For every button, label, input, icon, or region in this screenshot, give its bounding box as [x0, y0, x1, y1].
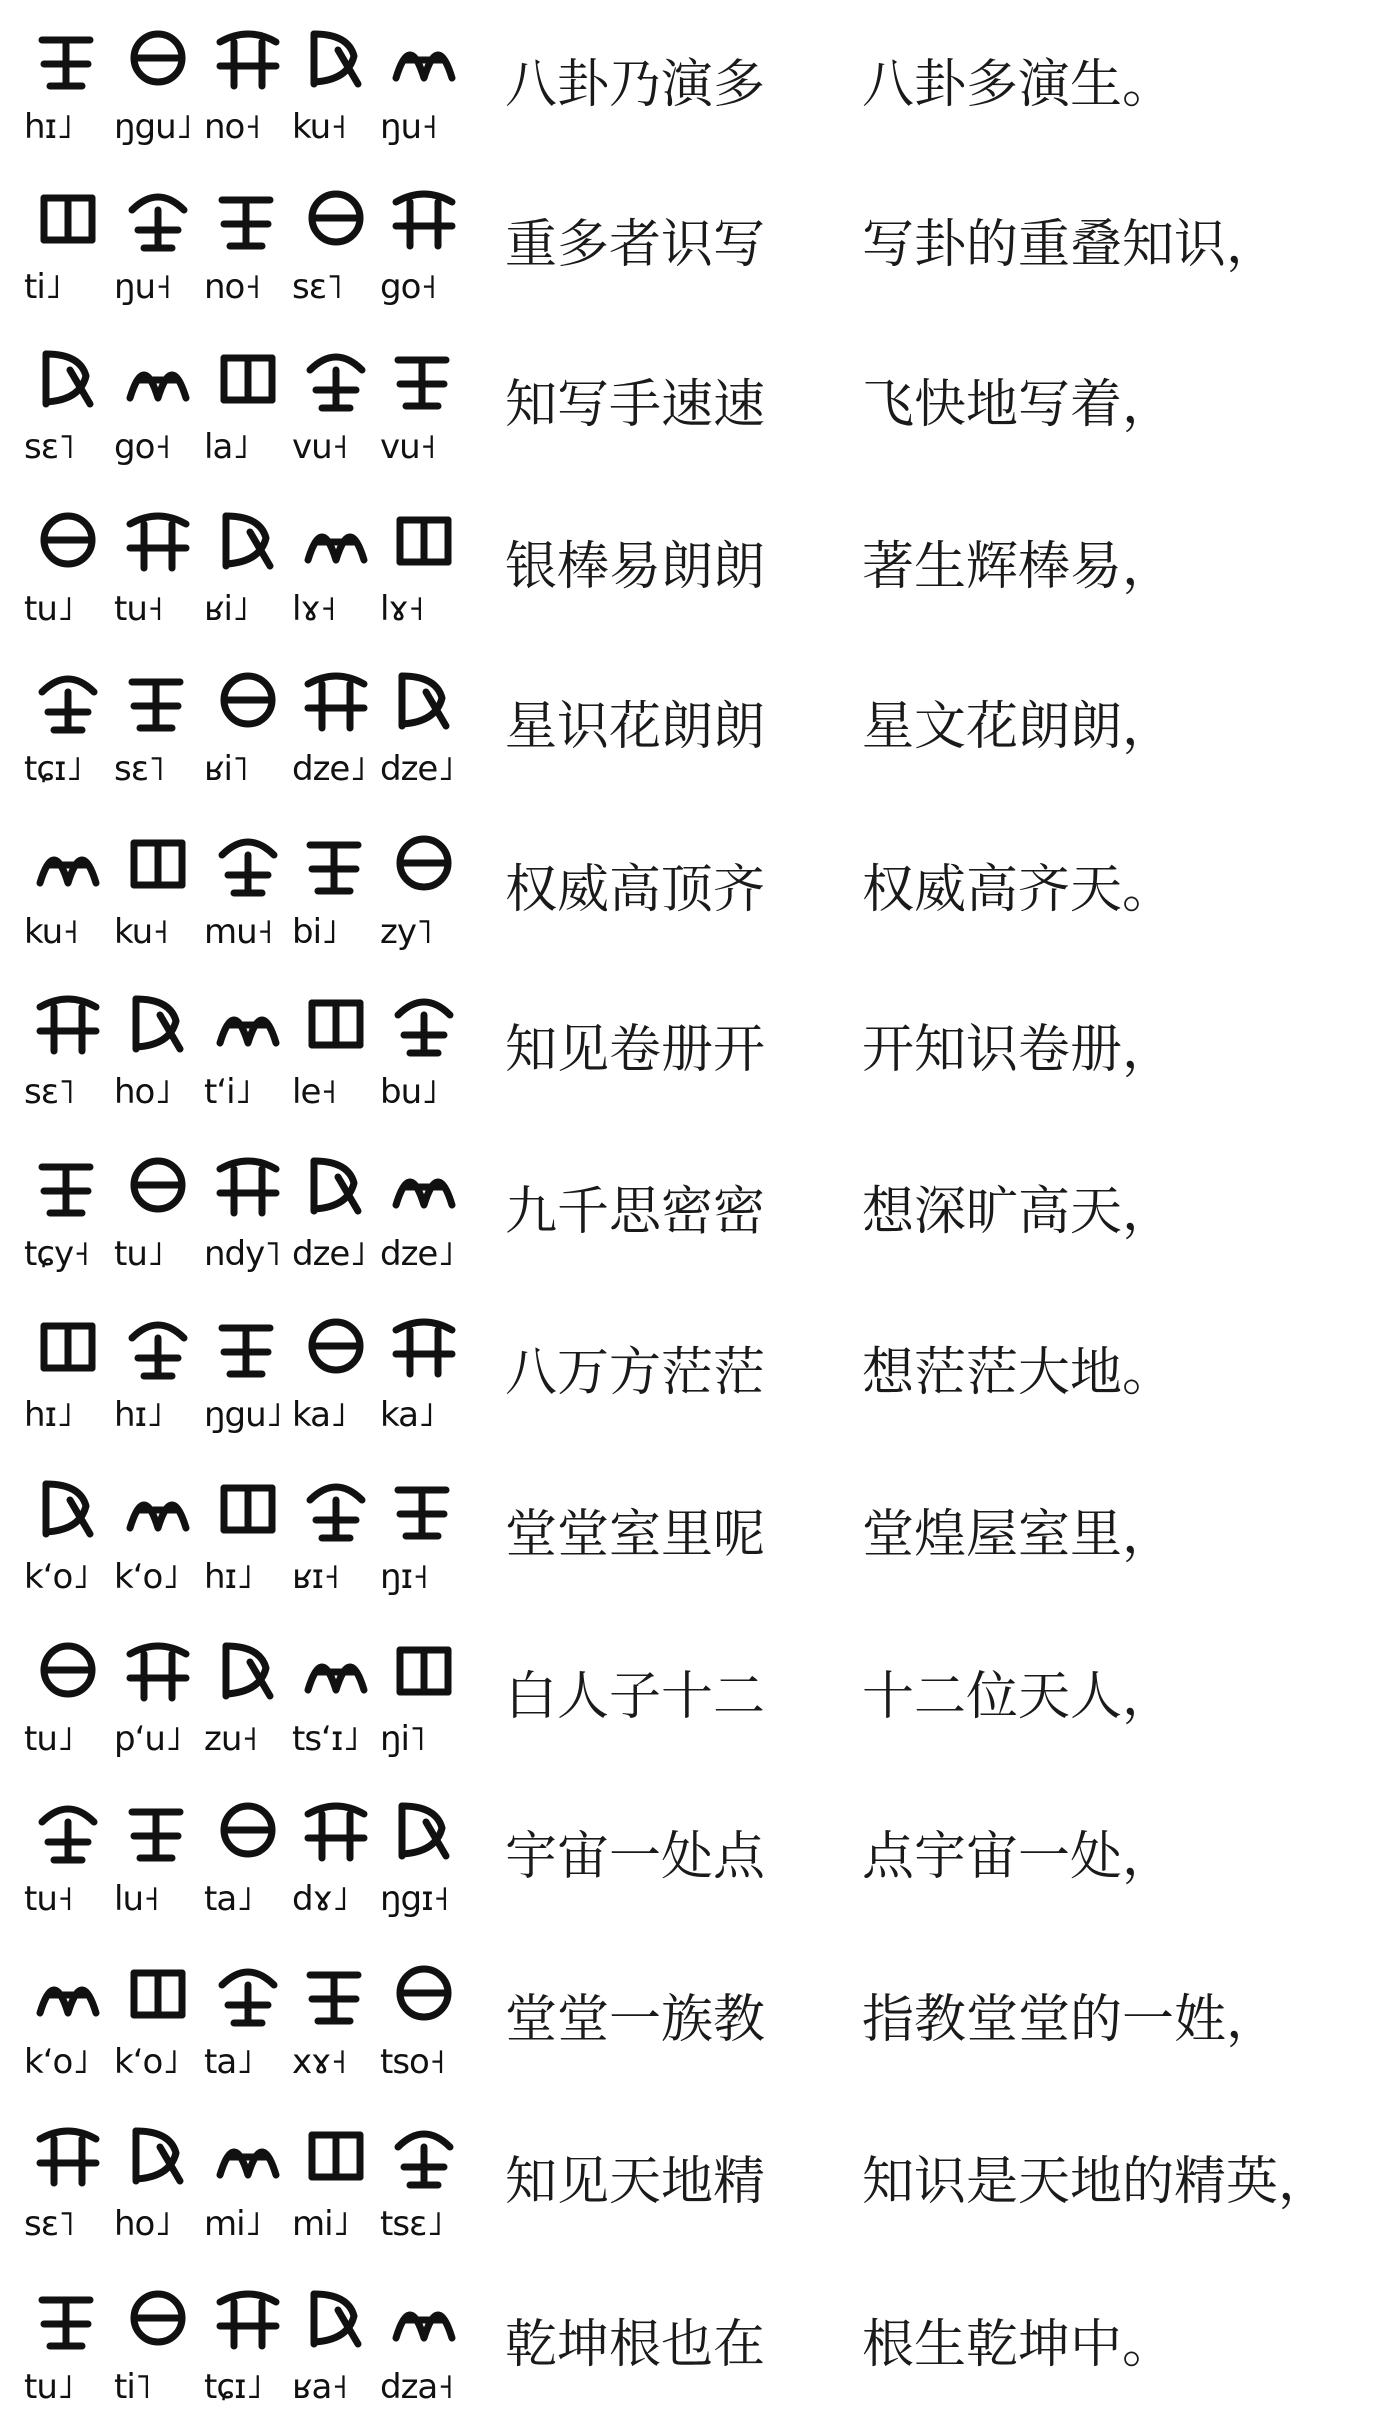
free-translation: 根生乾坤中。	[862, 2315, 1175, 2375]
script-glyph-icon	[210, 2117, 286, 2193]
script-column	[24, 176, 464, 326]
phonetic-reading: ho˩	[114, 2204, 171, 2244]
phonetic-reading: no˧	[204, 107, 261, 147]
script-glyph-icon	[386, 985, 462, 1061]
script-glyph-icon	[30, 1308, 106, 1384]
script-glyph-icon	[298, 1792, 374, 1868]
phonetic-reading: tɕɪ˩	[24, 749, 82, 789]
script-glyph-icon	[30, 180, 106, 256]
glyph-cell	[292, 2113, 380, 2263]
phonetic-reading: sɛ˥	[114, 749, 164, 789]
verse-row	[0, 2270, 1379, 2429]
glyph-cell	[380, 1466, 468, 1616]
literal-translation: 知写手速速	[505, 375, 766, 435]
script-glyph-icon	[210, 825, 286, 901]
free-translation: 权威高齐天。	[862, 860, 1175, 920]
glyph-cell	[204, 176, 292, 326]
verse-row	[0, 10, 1379, 169]
script-glyph-icon	[386, 502, 462, 578]
phonetic-reading: hɪ˩	[24, 1395, 72, 1435]
glyph-cell	[24, 16, 112, 166]
script-column	[24, 498, 464, 648]
verse-row	[0, 1622, 1379, 1781]
phonetic-reading: tsʻɪ˩	[292, 1719, 359, 1759]
script-glyph-icon	[30, 1470, 106, 1546]
literal-translation: 八卦乃演多	[505, 55, 766, 115]
glyph-cell	[114, 16, 202, 166]
glyph-cell	[114, 176, 202, 326]
phonetic-reading: ŋgu˩	[114, 107, 192, 147]
glyph-cell	[380, 1143, 468, 1293]
script-glyph-icon	[120, 985, 196, 1061]
phonetic-reading: dɤ˩	[292, 1879, 348, 1919]
script-glyph-icon	[298, 1632, 374, 1708]
script-glyph-icon	[120, 1147, 196, 1223]
glyph-cell	[24, 1951, 112, 2101]
glyph-cell	[292, 16, 380, 166]
glyph-cell	[292, 821, 380, 971]
glyph-cell	[380, 498, 468, 648]
script-glyph-icon	[120, 1308, 196, 1384]
literal-translation: 八万方茫茫	[505, 1343, 766, 1403]
phonetic-reading: sɛ˥	[24, 427, 74, 467]
glyph-cell	[292, 1304, 380, 1454]
script-glyph-icon	[30, 502, 106, 578]
glyph-cell	[292, 2276, 380, 2426]
phonetic-reading: vu˧	[380, 427, 436, 467]
literal-translation: 乾坤根也在	[505, 2315, 766, 2375]
verse-row	[0, 1945, 1379, 2104]
glyph-cell	[114, 1628, 202, 1778]
literal-translation: 宇宙一处点	[505, 1827, 766, 1887]
phonetic-reading: ʁi˩	[204, 589, 248, 629]
phonetic-reading: dze˩	[380, 749, 454, 789]
glyph-cell	[204, 1143, 292, 1293]
script-glyph-icon	[120, 825, 196, 901]
phonetic-reading: tu˧	[114, 589, 163, 629]
phonetic-reading: lɤ˧	[380, 589, 424, 629]
glyph-cell	[292, 1951, 380, 2101]
glyph-cell	[380, 658, 468, 808]
verse-row	[0, 1460, 1379, 1619]
glyph-cell	[24, 658, 112, 808]
glyph-cell	[114, 336, 202, 486]
phonetic-reading: ku˧	[292, 107, 346, 147]
script-glyph-icon	[298, 20, 374, 96]
script-column	[24, 821, 464, 971]
literal-translation: 知见天地精	[505, 2152, 766, 2212]
phonetic-reading: lɤ˧	[292, 589, 336, 629]
phonetic-reading: kʻo˩	[114, 2042, 179, 2082]
free-translation: 想深旷高天，	[862, 1182, 1175, 1242]
script-glyph-icon	[298, 502, 374, 578]
literal-translation: 银棒易朗朗	[505, 537, 766, 597]
literal-translation: 九千思密密	[505, 1182, 766, 1242]
script-glyph-icon	[120, 340, 196, 416]
glyph-cell	[292, 1466, 380, 1616]
literal-translation: 堂堂室里呢	[505, 1505, 766, 1565]
verse-row	[0, 2107, 1379, 2266]
free-translation: 写卦的重叠知识，	[862, 215, 1279, 275]
glyph-cell	[204, 2276, 292, 2426]
script-glyph-icon	[386, 825, 462, 901]
phonetic-reading: vu˧	[292, 427, 348, 467]
script-glyph-icon	[386, 662, 462, 738]
free-translation: 星文花朗朗，	[862, 697, 1175, 757]
script-glyph-icon	[386, 1955, 462, 2031]
glyph-cell	[380, 1951, 468, 2101]
script-glyph-icon	[386, 20, 462, 96]
script-glyph-icon	[210, 985, 286, 1061]
glyph-cell	[380, 1304, 468, 1454]
phonetic-reading: kʻo˩	[24, 1557, 89, 1597]
glyph-cell	[380, 2113, 468, 2263]
glyph-cell	[380, 2276, 468, 2426]
script-glyph-icon	[120, 2280, 196, 2356]
script-column	[24, 2276, 464, 2426]
script-glyph-icon	[386, 1792, 462, 1868]
script-glyph-icon	[30, 340, 106, 416]
script-glyph-icon	[386, 2117, 462, 2193]
script-glyph-icon	[120, 2117, 196, 2193]
script-column	[24, 16, 464, 166]
script-glyph-icon	[120, 1955, 196, 2031]
glyph-cell	[24, 498, 112, 648]
script-glyph-icon	[386, 1308, 462, 1384]
script-glyph-icon	[30, 1632, 106, 1708]
phonetic-reading: bi˩	[292, 912, 337, 952]
literal-translation: 知见卷册开	[505, 1020, 766, 1080]
free-translation: 著生辉棒易，	[862, 537, 1175, 597]
phonetic-reading: xɤ˧	[292, 2042, 347, 2082]
phonetic-reading: zu˧	[204, 1719, 258, 1759]
script-glyph-icon	[386, 340, 462, 416]
script-glyph-icon	[298, 2280, 374, 2356]
glyph-cell	[114, 2276, 202, 2426]
verse-row	[0, 492, 1379, 651]
glyph-cell	[114, 1951, 202, 2101]
phonetic-reading: hɪ˩	[114, 1395, 162, 1435]
glyph-cell	[24, 1788, 112, 1938]
script-glyph-icon	[298, 985, 374, 1061]
glyph-cell	[24, 981, 112, 1131]
phonetic-reading: tu˩	[24, 589, 73, 629]
phonetic-reading: ndy˥	[204, 1234, 281, 1274]
phonetic-reading: mi˩	[204, 2204, 261, 2244]
free-translation: 飞快地写着，	[862, 375, 1175, 435]
script-glyph-icon	[210, 1308, 286, 1384]
script-glyph-icon	[210, 180, 286, 256]
verse-row	[0, 170, 1379, 329]
glyph-cell	[114, 1304, 202, 1454]
script-column	[24, 1143, 464, 1293]
verse-row	[0, 815, 1379, 974]
glyph-cell	[24, 1143, 112, 1293]
script-glyph-icon	[120, 1470, 196, 1546]
script-column	[24, 2113, 464, 2263]
glyph-cell	[114, 1466, 202, 1616]
script-glyph-icon	[386, 1147, 462, 1223]
script-glyph-icon	[298, 2117, 374, 2193]
script-glyph-icon	[210, 662, 286, 738]
glyph-cell	[114, 981, 202, 1131]
script-glyph-icon	[210, 502, 286, 578]
phonetic-reading: dze˩	[292, 1234, 366, 1274]
script-glyph-icon	[210, 1792, 286, 1868]
glyph-cell	[292, 1628, 380, 1778]
glyph-cell	[204, 1788, 292, 1938]
glyph-cell	[380, 821, 468, 971]
glyph-cell	[24, 2276, 112, 2426]
free-translation: 开知识卷册，	[862, 1020, 1175, 1080]
glyph-cell	[114, 498, 202, 648]
script-glyph-icon	[210, 340, 286, 416]
glyph-cell	[24, 1466, 112, 1616]
script-glyph-icon	[30, 2117, 106, 2193]
phonetic-reading: le˧	[292, 1072, 337, 1112]
phonetic-reading: hɪ˩	[204, 1557, 252, 1597]
phonetic-reading: ŋu˧	[380, 107, 437, 147]
glyph-cell	[24, 176, 112, 326]
glyph-cell	[380, 1788, 468, 1938]
script-glyph-icon	[30, 2280, 106, 2356]
script-glyph-icon	[30, 825, 106, 901]
phonetic-reading: tu˩	[114, 1234, 163, 1274]
glyph-cell	[204, 336, 292, 486]
glyph-cell	[204, 1628, 292, 1778]
phonetic-reading: go˧	[114, 427, 171, 467]
script-glyph-icon	[298, 1308, 374, 1384]
script-column	[24, 981, 464, 1131]
script-glyph-icon	[210, 1955, 286, 2031]
phonetic-reading: tu˩	[24, 2367, 73, 2407]
phonetic-reading: bu˩	[380, 1072, 437, 1112]
script-glyph-icon	[30, 985, 106, 1061]
phonetic-reading: tɕy˧	[24, 1234, 89, 1274]
glyph-cell	[114, 1788, 202, 1938]
script-glyph-icon	[210, 1470, 286, 1546]
glyph-cell	[114, 821, 202, 971]
glyph-cell	[204, 981, 292, 1131]
phonetic-reading: pʻu˩	[114, 1719, 181, 1759]
phonetic-reading: hɪ˩	[24, 107, 72, 147]
glyph-cell	[204, 2113, 292, 2263]
script-glyph-icon	[210, 1632, 286, 1708]
glyph-cell	[204, 658, 292, 808]
script-glyph-icon	[30, 1147, 106, 1223]
phonetic-reading: ʁɪ˧	[292, 1557, 339, 1597]
script-column	[24, 1466, 464, 1616]
script-glyph-icon	[120, 1632, 196, 1708]
literal-translation: 白人子十二	[505, 1667, 766, 1727]
script-glyph-icon	[298, 180, 374, 256]
glyph-cell	[114, 2113, 202, 2263]
glyph-cell	[204, 16, 292, 166]
script-glyph-icon	[386, 1632, 462, 1708]
phonetic-reading: tʻi˩	[204, 1072, 251, 1112]
glyph-cell	[204, 498, 292, 648]
script-glyph-icon	[298, 340, 374, 416]
glyph-cell	[24, 336, 112, 486]
script-glyph-icon	[120, 1792, 196, 1868]
phonetic-reading: kʻo˩	[24, 2042, 89, 2082]
phonetic-reading: ta˩	[204, 1879, 252, 1919]
phonetic-reading: ŋi˥	[380, 1719, 425, 1759]
script-column	[24, 336, 464, 486]
phonetic-reading: ŋɪ˧	[380, 1557, 428, 1597]
literal-translation: 星识花朗朗	[505, 697, 766, 757]
glyph-cell	[114, 1143, 202, 1293]
glyph-cell	[24, 2113, 112, 2263]
verse-row	[0, 1137, 1379, 1296]
literal-translation: 堂堂一族教	[505, 1990, 766, 2050]
free-translation: 指教堂堂的一姓，	[862, 1990, 1279, 2050]
script-glyph-icon	[120, 662, 196, 738]
phonetic-reading: ka˩	[292, 1395, 346, 1435]
phonetic-reading: mi˩	[292, 2204, 349, 2244]
verse-row	[0, 1782, 1379, 1941]
phonetic-reading: kʻo˩	[114, 1557, 179, 1597]
script-glyph-icon	[210, 20, 286, 96]
phonetic-reading: sɛ˥	[24, 2204, 74, 2244]
free-translation: 八卦多演生。	[862, 55, 1175, 115]
glyph-cell	[24, 1628, 112, 1778]
script-glyph-icon	[298, 1147, 374, 1223]
script-glyph-icon	[298, 1955, 374, 2031]
phonetic-reading: go˧	[380, 267, 437, 307]
script-column	[24, 1788, 464, 1938]
phonetic-reading: tso˧	[380, 2042, 445, 2082]
script-glyph-icon	[30, 1955, 106, 2031]
phonetic-reading: ka˩	[380, 1395, 434, 1435]
script-glyph-icon	[120, 502, 196, 578]
phonetic-reading: sɛ˥	[292, 267, 342, 307]
glyph-cell	[24, 1304, 112, 1454]
glyph-cell	[292, 981, 380, 1131]
phonetic-reading: la˩	[204, 427, 249, 467]
script-glyph-icon	[30, 662, 106, 738]
script-glyph-icon	[298, 662, 374, 738]
phonetic-reading: tu˩	[24, 1719, 73, 1759]
phonetic-reading: tɕɪ˩	[204, 2367, 262, 2407]
script-glyph-icon	[30, 20, 106, 96]
glyph-cell	[292, 1788, 380, 1938]
phonetic-reading: ti˥	[114, 2367, 151, 2407]
glyph-cell	[292, 336, 380, 486]
phonetic-reading: no˧	[204, 267, 261, 307]
phonetic-reading: ŋgɪ˧	[380, 1879, 449, 1919]
script-glyph-icon	[386, 2280, 462, 2356]
phonetic-reading: ʁa˧	[292, 2367, 348, 2407]
glyph-cell	[380, 176, 468, 326]
free-translation: 点宇宙一处，	[862, 1827, 1175, 1887]
verse-row	[0, 975, 1379, 1134]
glyph-cell	[204, 1951, 292, 2101]
phonetic-reading: dze˩	[380, 1234, 454, 1274]
glyph-cell	[204, 1466, 292, 1616]
phonetic-reading: sɛ˥	[24, 1072, 74, 1112]
free-translation: 十二位天人，	[862, 1667, 1175, 1727]
verse-row	[0, 1298, 1379, 1457]
literal-translation: 重多者识写	[505, 215, 766, 275]
phonetic-reading: dze˩	[292, 749, 366, 789]
phonetic-reading: ku˧	[114, 912, 168, 952]
glyph-cell	[204, 821, 292, 971]
phonetic-reading: mu˧	[204, 912, 273, 952]
glyph-cell	[292, 176, 380, 326]
phonetic-reading: ta˩	[204, 2042, 252, 2082]
glyph-cell	[380, 981, 468, 1131]
phonetic-reading: ŋgu˩	[204, 1395, 282, 1435]
script-glyph-icon	[210, 1147, 286, 1223]
literal-translation: 权威高顶齐	[505, 860, 766, 920]
phonetic-reading: tsɛ˩	[380, 2204, 443, 2244]
glyph-cell	[380, 1628, 468, 1778]
glyph-cell	[292, 658, 380, 808]
script-column	[24, 1628, 464, 1778]
phonetic-reading: ho˩	[114, 1072, 171, 1112]
glyph-cell	[380, 16, 468, 166]
phonetic-reading: dza˧	[380, 2367, 454, 2407]
script-column	[24, 1304, 464, 1454]
phonetic-reading: ku˧	[24, 912, 78, 952]
script-glyph-icon	[210, 2280, 286, 2356]
script-glyph-icon	[298, 1470, 374, 1546]
script-column	[24, 658, 464, 808]
phonetic-reading: lu˧	[114, 1879, 159, 1919]
phonetic-reading: ʁi˥	[204, 749, 248, 789]
free-translation: 知识是天地的精英，	[862, 2152, 1331, 2212]
glyph-cell	[292, 1143, 380, 1293]
phonetic-reading: ŋu˧	[114, 267, 171, 307]
free-translation: 想茫茫大地。	[862, 1343, 1175, 1403]
glyph-cell	[380, 336, 468, 486]
glyph-cell	[204, 1304, 292, 1454]
phonetic-reading: zy˥	[380, 912, 432, 952]
glyph-cell	[114, 658, 202, 808]
script-glyph-icon	[386, 180, 462, 256]
phonetic-reading: ti˩	[24, 267, 61, 307]
free-translation: 堂煌屋室里，	[862, 1505, 1175, 1565]
script-glyph-icon	[386, 1470, 462, 1546]
glyph-cell	[24, 821, 112, 971]
script-glyph-icon	[298, 825, 374, 901]
glyph-cell	[292, 498, 380, 648]
phonetic-reading: tu˧	[24, 1879, 73, 1919]
script-glyph-icon	[120, 180, 196, 256]
verse-row	[0, 652, 1379, 811]
script-glyph-icon	[30, 1792, 106, 1868]
verse-row	[0, 330, 1379, 489]
script-glyph-icon	[120, 20, 196, 96]
script-column	[24, 1951, 464, 2101]
